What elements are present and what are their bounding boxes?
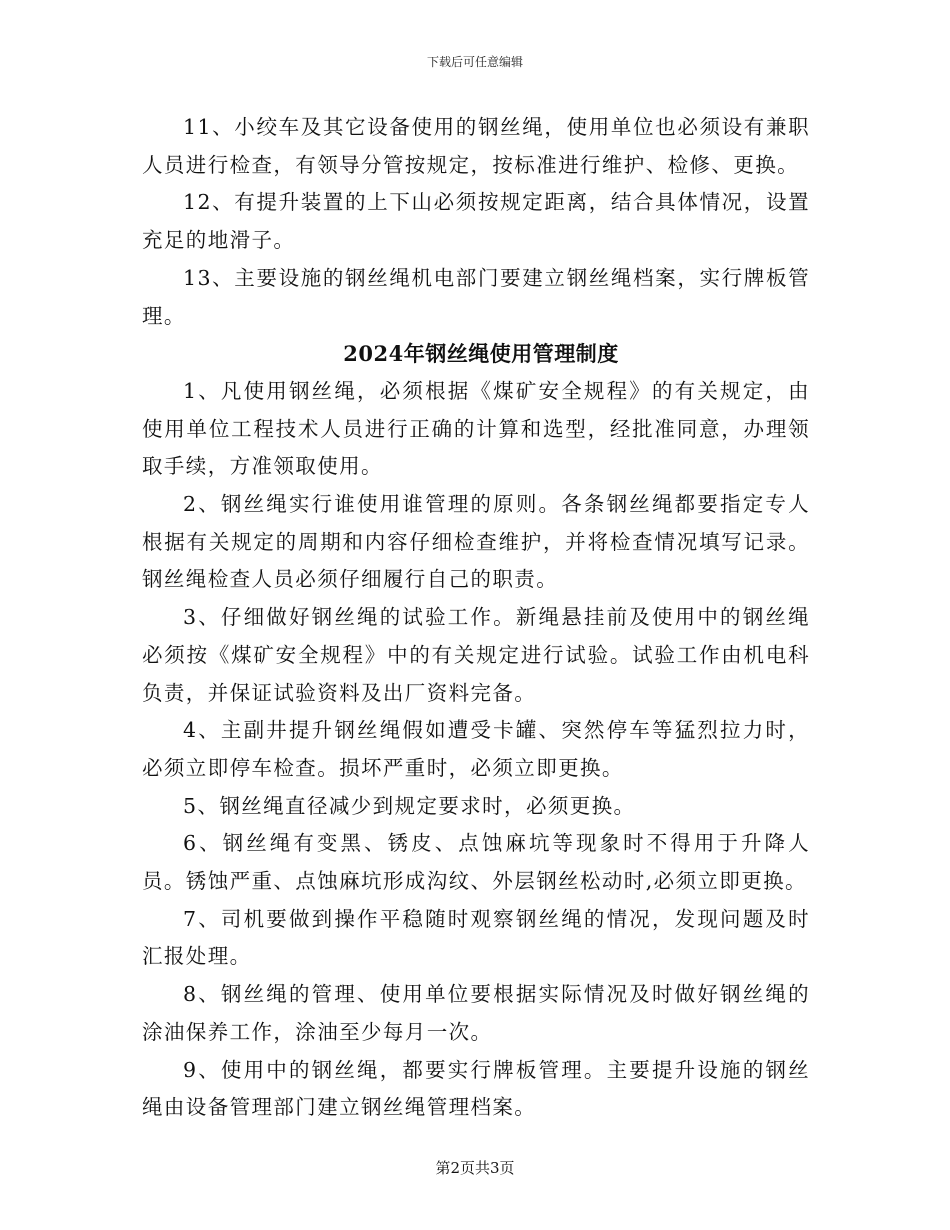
rule-item-6: 6、钢丝绳有变黑、锈皮、点蚀麻坑等现象时不得用于升降人员。锈蚀严重、点蚀麻坑形成沟纹、外层钢丝松动时,必须立即更换。 xyxy=(142,831,810,894)
rule-item-7: 7、司机要做到操作平稳随时观察钢丝绳的情况，发现问题及时汇报处理。 xyxy=(142,906,810,969)
rule-item-9: 9、使用中的钢丝绳，都要实行牌板管理。主要提升设施的钢丝绳由设备管理部门建立钢丝绳管理档案。 xyxy=(142,1057,810,1120)
rule-item-4: 4、主副井提升钢丝绳假如遭受卡罐、突然停车等猛烈拉力时，必须立即停车检查。损坏严重时，必须立即更换。 xyxy=(142,718,810,780)
page-footer: 第2页共3页 xyxy=(435,1159,515,1177)
page-header: 下载后可任意编辑 xyxy=(426,55,523,69)
paragraph-item-13: 13、主要设施的钢丝绳机电部门要建立钢丝绳档案，实行牌板管理。 xyxy=(142,265,810,328)
rule-item-1: 1、凡使用钢丝绳，必须根据《煤矿安全规程》的有关规定，由使用单位工程技术人员进行正确的计算和选型，经批准同意，办理领取手续，方准领取使用。 xyxy=(142,378,810,479)
paragraph-item-12: 12、有提升装置的上下山必须按规定距离，结合具体情况，设置充足的地滑子。 xyxy=(142,190,810,253)
paragraph-item-11: 11、小绞车及其它设备使用的钢丝绳，使用单位也必须设有兼职人员进行检查，有领导分管按规定，按标准进行维护、检修、更换。 xyxy=(142,115,810,177)
rule-item-2: 2、钢丝绳实行谁使用谁管理的原则。各条钢丝绳都要指定专人根据有关规定的周期和内容仔细检查维护，并将检查情况填写记录。钢丝绳检查人员必须仔细履行自己的职责。 xyxy=(142,492,810,592)
rule-item-8: 8、钢丝绳的管理、使用单位要根据实际情况及时做好钢丝绳的涂油保养工作，涂油至少每月一次。 xyxy=(142,982,810,1044)
document-body xyxy=(142,109,810,1127)
document-title: 2024年钢丝绳使用管理制度 xyxy=(343,341,619,367)
rule-item-3: 3、仔细做好钢丝绳的试验工作。新绳悬挂前及使用中的钢丝绳必须按《煤矿安全规程》中的有关规定进行试验。试验工作由机电科负责，并保证试验资料及出厂资料完备。 xyxy=(142,605,810,705)
rule-item-5: 5、钢丝绳直径减少到规定要求时，必须更换。 xyxy=(183,793,636,818)
